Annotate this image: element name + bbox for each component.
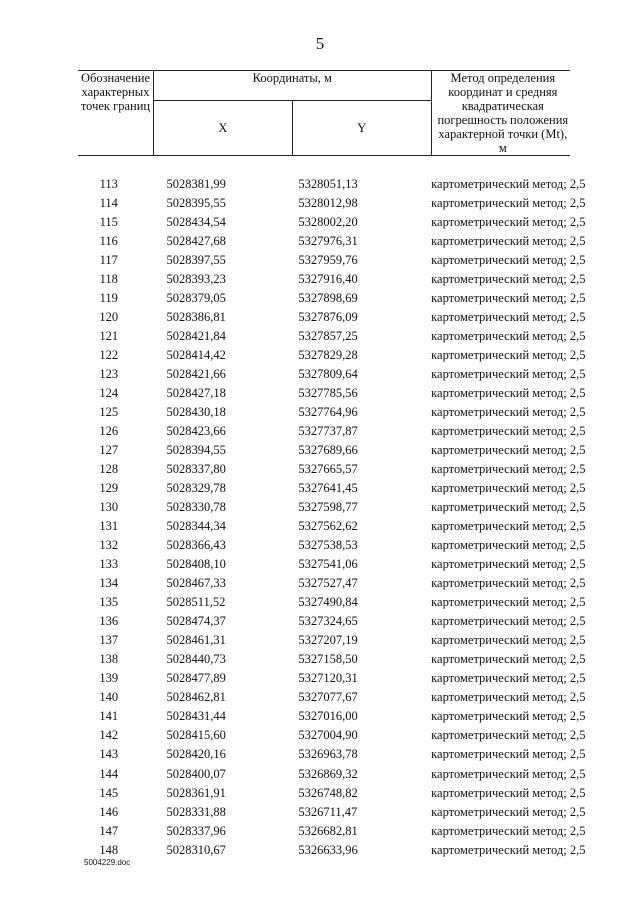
coord-y: 5327207,19 xyxy=(298,633,358,648)
table-body xyxy=(78,156,586,860)
point-id: 146 xyxy=(99,804,119,819)
coord-y: 5326963,78 xyxy=(298,747,358,762)
method-cell: картометрический метод; 2,5 xyxy=(431,443,586,458)
method-cell: картометрический метод; 2,5 xyxy=(431,576,586,591)
table-row xyxy=(78,841,570,860)
point-id: 148 xyxy=(99,842,119,857)
table-row xyxy=(78,765,570,784)
point-id: 144 xyxy=(99,766,119,781)
coord-x: 5028379,05 xyxy=(166,291,226,306)
coord-x: 5028421,84 xyxy=(166,329,226,344)
coord-x: 5028427,18 xyxy=(166,386,226,401)
table-row xyxy=(78,498,570,517)
coord-y: 5326748,82 xyxy=(298,785,358,800)
method-cell: картометрический метод; 2,5 xyxy=(431,823,586,838)
table-row xyxy=(78,365,570,384)
coord-x: 5028477,89 xyxy=(166,671,226,686)
table-row xyxy=(78,822,570,841)
coord-x: 5028395,55 xyxy=(166,196,226,211)
point-id: 133 xyxy=(99,557,119,572)
table-row xyxy=(78,517,570,536)
point-id: 129 xyxy=(99,481,119,496)
method-cell: картометрический метод; 2,5 xyxy=(431,348,586,363)
table-row xyxy=(78,536,570,555)
method-cell: картометрический метод; 2,5 xyxy=(431,215,586,230)
coord-y: 5327737,87 xyxy=(298,424,358,439)
method-cell: картометрический метод; 2,5 xyxy=(431,500,586,515)
coord-x: 5028474,37 xyxy=(166,614,226,629)
coord-y: 5327665,57 xyxy=(298,462,358,477)
table-row xyxy=(78,555,570,574)
header-designation: Обозначение характерных точек границ xyxy=(78,71,154,156)
coord-x: 5028331,88 xyxy=(166,804,226,819)
coord-y: 5326633,96 xyxy=(298,842,358,857)
footer-file-reference: 5004229.doc xyxy=(84,858,131,867)
point-id: 130 xyxy=(99,500,119,515)
method-cell: картометрический метод; 2,5 xyxy=(431,766,586,781)
coord-y: 5327976,31 xyxy=(298,234,358,249)
coord-x: 5028467,33 xyxy=(166,576,226,591)
method-cell: картометрический метод; 2,5 xyxy=(431,367,586,382)
table-row xyxy=(78,593,570,612)
point-id: 123 xyxy=(99,367,119,382)
coord-x: 5028394,55 xyxy=(166,443,226,458)
table-header xyxy=(78,71,570,156)
table-row xyxy=(78,784,570,803)
point-id: 137 xyxy=(99,633,119,648)
table-row xyxy=(78,308,570,327)
coord-y: 5327538,53 xyxy=(298,538,358,553)
coord-y: 5327876,09 xyxy=(298,310,358,325)
coord-y: 5328002,20 xyxy=(298,215,358,230)
method-cell: картометрический метод; 2,5 xyxy=(431,272,586,287)
spacer-row xyxy=(78,156,570,176)
method-cell: картометрический метод; 2,5 xyxy=(431,196,586,211)
point-id: 127 xyxy=(99,443,119,458)
coord-x: 5028420,16 xyxy=(166,747,226,762)
method-cell: картометрический метод; 2,5 xyxy=(431,310,586,325)
method-cell: картометрический метод; 2,5 xyxy=(431,595,586,610)
point-id: 136 xyxy=(99,614,119,629)
coord-x: 5028337,80 xyxy=(166,462,226,477)
point-id: 128 xyxy=(99,462,119,477)
point-id: 126 xyxy=(99,424,119,439)
point-id: 125 xyxy=(99,405,119,420)
table-row xyxy=(78,384,570,403)
point-id: 117 xyxy=(99,253,118,268)
coord-x: 5028386,81 xyxy=(166,310,226,325)
method-cell: картометрический метод; 2,5 xyxy=(431,652,586,667)
coord-y: 5326869,32 xyxy=(298,766,358,781)
method-cell: картометрический метод; 2,5 xyxy=(431,747,586,762)
table-row xyxy=(78,270,570,289)
coord-x: 5028329,78 xyxy=(166,481,226,496)
table-row xyxy=(78,289,570,308)
method-cell: картометрический метод; 2,5 xyxy=(431,177,586,192)
coord-y: 5327598,77 xyxy=(298,500,358,515)
point-id: 118 xyxy=(99,272,118,287)
coord-y: 5328012,98 xyxy=(298,196,358,211)
coord-y: 5327764,96 xyxy=(298,405,358,420)
coord-y: 5327120,31 xyxy=(298,671,358,686)
table-row xyxy=(78,194,570,213)
point-id: 113 xyxy=(99,177,118,192)
method-cell: картометрический метод; 2,5 xyxy=(431,804,586,819)
table-row xyxy=(78,688,570,707)
coord-x: 5028415,60 xyxy=(166,728,226,743)
table-row xyxy=(78,612,570,631)
method-cell: картометрический метод; 2,5 xyxy=(431,690,586,705)
method-cell: картометрический метод; 2,5 xyxy=(431,462,586,477)
method-cell: картометрический метод; 2,5 xyxy=(431,253,586,268)
coord-y: 5327898,69 xyxy=(298,291,358,306)
coord-x: 5028393,23 xyxy=(166,272,226,287)
coord-y: 5327829,28 xyxy=(298,348,358,363)
point-id: 115 xyxy=(99,215,118,230)
point-id: 131 xyxy=(99,519,119,534)
coord-x: 5028462,81 xyxy=(166,690,226,705)
table-row xyxy=(78,745,570,764)
coord-x: 5028381,99 xyxy=(166,177,226,192)
coord-x: 5028431,44 xyxy=(166,709,226,724)
coord-x: 5028434,54 xyxy=(166,215,226,230)
coord-x: 5028430,18 xyxy=(166,405,226,420)
coord-x: 5028310,67 xyxy=(166,842,226,857)
coord-y: 5327857,25 xyxy=(298,329,358,344)
method-cell: картометрический метод; 2,5 xyxy=(431,386,586,401)
point-id: 121 xyxy=(99,329,119,344)
page-number: 5 xyxy=(315,34,325,53)
table-row xyxy=(78,403,570,422)
method-cell: картометрический метод; 2,5 xyxy=(431,709,586,724)
point-id: 134 xyxy=(99,576,119,591)
coord-x: 5028397,55 xyxy=(166,253,226,268)
coordinates-table xyxy=(78,70,586,860)
point-id: 124 xyxy=(99,386,119,401)
point-id: 139 xyxy=(99,671,119,686)
point-id: 135 xyxy=(99,595,119,610)
coord-x: 5028427,68 xyxy=(166,234,226,249)
table-row xyxy=(78,175,570,194)
table-row xyxy=(78,479,570,498)
coord-y: 5327004,90 xyxy=(298,728,358,743)
method-cell: картометрический метод; 2,5 xyxy=(431,842,586,857)
coord-y: 5327541,06 xyxy=(298,557,358,572)
table-row xyxy=(78,441,570,460)
table-row xyxy=(78,669,570,688)
header-y: Y xyxy=(292,100,431,155)
coord-x: 5028408,10 xyxy=(166,557,226,572)
method-cell: картометрический метод; 2,5 xyxy=(431,424,586,439)
coord-x: 5028361,91 xyxy=(166,785,226,800)
coord-y: 5327641,45 xyxy=(298,481,358,496)
table-row xyxy=(78,631,570,650)
method-cell: картометрический метод; 2,5 xyxy=(431,557,586,572)
coord-y: 5327158,50 xyxy=(298,652,358,667)
method-cell: картометрический метод; 2,5 xyxy=(431,538,586,553)
point-id: 119 xyxy=(99,291,118,306)
coord-x: 5028421,66 xyxy=(166,367,226,382)
point-id: 116 xyxy=(99,234,118,249)
point-id: 142 xyxy=(99,728,119,743)
point-id: 141 xyxy=(99,709,119,724)
coord-y: 5327785,56 xyxy=(298,386,358,401)
coord-x: 5028366,43 xyxy=(166,538,226,553)
point-id: 147 xyxy=(99,823,119,838)
point-id: 140 xyxy=(99,690,119,705)
method-cell: картометрический метод; 2,5 xyxy=(431,405,586,420)
coord-y: 5327959,76 xyxy=(298,253,358,268)
header-coordinates: Координаты, м xyxy=(154,71,432,101)
coord-x: 5028461,31 xyxy=(166,633,226,648)
point-id: 114 xyxy=(99,196,118,211)
coord-x: 5028330,78 xyxy=(166,500,226,515)
table-row xyxy=(78,574,570,593)
method-cell: картометрический метод; 2,5 xyxy=(431,671,586,686)
point-id: 145 xyxy=(99,785,119,800)
table-row xyxy=(78,803,570,822)
table-row xyxy=(78,460,570,479)
method-cell: картометрический метод; 2,5 xyxy=(431,728,586,743)
coord-y: 5326682,81 xyxy=(298,823,358,838)
method-cell: картометрический метод; 2,5 xyxy=(431,481,586,496)
coord-x: 5028440,73 xyxy=(166,652,226,667)
method-cell: картометрический метод; 2,5 xyxy=(431,519,586,534)
table-row xyxy=(78,422,570,441)
point-id: 122 xyxy=(99,348,119,363)
coord-x: 5028337,96 xyxy=(166,823,226,838)
table-row xyxy=(78,726,570,745)
method-cell: картометрический метод; 2,5 xyxy=(431,291,586,306)
method-cell: картометрический метод; 2,5 xyxy=(431,633,586,648)
coord-x: 5028344,34 xyxy=(166,519,226,534)
coord-y: 5328051,13 xyxy=(298,177,358,192)
coord-y: 5327562,62 xyxy=(298,519,358,534)
table-row xyxy=(78,346,570,365)
coord-x: 5028423,66 xyxy=(166,424,226,439)
coord-x: 5028414,42 xyxy=(166,348,226,363)
table-row xyxy=(78,327,570,346)
header-x: X xyxy=(154,100,293,155)
coord-y: 5327077,67 xyxy=(298,690,358,705)
coord-x: 5028400,07 xyxy=(166,766,226,781)
coord-y: 5327324,65 xyxy=(298,614,358,629)
table-row xyxy=(78,707,570,726)
table-row xyxy=(78,213,570,232)
coord-y: 5327527,47 xyxy=(298,576,358,591)
coord-y: 5327916,40 xyxy=(298,272,358,287)
coord-y: 5326711,47 xyxy=(298,804,358,819)
method-cell: картометрический метод; 2,5 xyxy=(431,329,586,344)
table-row xyxy=(78,650,570,669)
coord-y: 5327490,84 xyxy=(298,595,358,610)
point-id: 132 xyxy=(99,538,119,553)
coord-x: 5028511,52 xyxy=(166,595,226,610)
point-id: 120 xyxy=(99,310,119,325)
table-row xyxy=(78,251,570,270)
method-cell: картометрический метод; 2,5 xyxy=(431,234,586,249)
method-cell: картометрический метод; 2,5 xyxy=(431,785,586,800)
method-cell: картометрический метод; 2,5 xyxy=(431,614,586,629)
table-row xyxy=(78,232,570,251)
point-id: 138 xyxy=(99,652,119,667)
point-id: 143 xyxy=(99,747,119,762)
header-method: Метод определения координат и средняя квадратическая погрешность положения характерной точки (Mt), м xyxy=(431,71,570,156)
coord-y: 5327016,00 xyxy=(298,709,358,724)
coord-y: 5327809,64 xyxy=(298,367,358,382)
coord-y: 5327689,66 xyxy=(298,443,358,458)
